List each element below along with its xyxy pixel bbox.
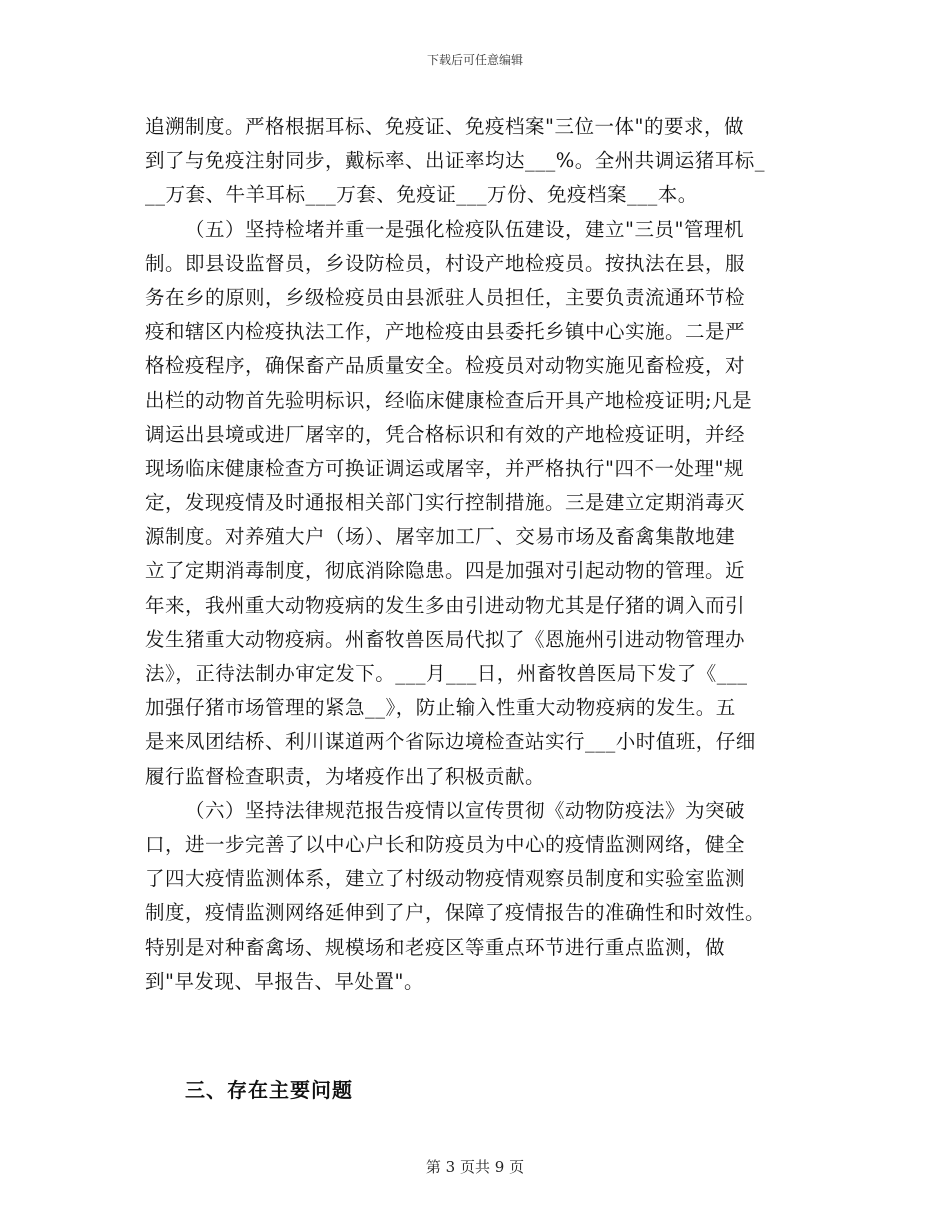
- paragraph-line: 发生猪重大动物疫病。州畜牧兽医局代拟了《恩施州引进动物管理办: [145, 627, 746, 651]
- paragraph-line: （六）坚持法律规范报告疫情以宣传贯彻《动物防疫法》为突破: [185, 798, 746, 822]
- paragraph-line: 源制度。对养殖大户（场）、屠宰加工厂、交易市场及畜禽集散地建: [145, 525, 736, 549]
- paragraph-line: 口，进一步完善了以中心户长和防疫员为中心的疫情监测网络，健全: [145, 832, 746, 856]
- paragraph-line: 追溯制度。严格根据耳标、免疫证、免疫档案"三位一体"的要求，做: [145, 115, 744, 138]
- paragraph-line: 到"早发现、早报告、早处置"。: [145, 969, 424, 993]
- page-header: 下载后可任意编辑: [426, 53, 523, 67]
- paragraph-line: 制。即县设监督员，乡设防检员，村设产地检疫员。按执法在县，服: [145, 251, 746, 275]
- paragraph-line: 到了与免疫注射同步，戴标率、出证率均达___%。全州共调运猪耳标_: [145, 149, 766, 173]
- paragraph-line: 疫和辖区内检疫执法工作，产地检疫由县委托乡镇中心实施。二是严: [145, 320, 746, 344]
- paragraph-line: 调运出县境或进厂屠宰的，凭合格标识和有效的产地检疫证明，并经: [145, 422, 746, 446]
- paragraph-line: 特别是对种畜禽场、规模场和老疫区等重点环节进行重点监测，做: [145, 935, 726, 959]
- paragraph-line: 现场临床健康检查方可换证调运或屠宰，并严格执行"四不一处理"规: [145, 456, 744, 480]
- paragraph-line: 制度，疫情监测网络延伸到了户，保障了疫情报告的准确性和时效性。: [145, 901, 766, 925]
- paragraph-line: __万套、牛羊耳标___万套、免疫证___万份、免疫档案___本。: [145, 183, 698, 207]
- paragraph-line: 法》，正待法制办审定发下。___月___日，州畜牧兽医局下发了《___: [145, 662, 748, 685]
- paragraph-line: 格检疫程序，确保畜产品质量安全。检疫员对动物实施见畜检疫，对: [145, 354, 746, 378]
- paragraph-line: 立了定期消毒制度，彻底消除隐患。四是加强对引起动物的管理。近: [145, 559, 746, 583]
- paragraph-line: 了四大疫情监测体系，建立了村级动物疫情观察员制度和实验室监测: [145, 867, 746, 891]
- paragraph-line: 定，发现疫情及时通报相关部门实行控制措施。三是建立定期消毒灭: [145, 491, 746, 515]
- section-heading: 三、存在主要问题: [185, 1078, 353, 1102]
- paragraph-line: （五）坚持检堵并重一是强化检疫队伍建设，建立"三员"管理机: [185, 217, 744, 241]
- document-body: [145, 110, 805, 999]
- paragraph-line: 加强仔猪市场管理的紧急__》，防止输入性重大动物疫病的发生。五: [145, 696, 736, 720]
- page-footer: 第 3 页共 9 页: [425, 1158, 525, 1176]
- paragraph-line: 履行监督检查职责，为堵疫作出了积极贡献。: [145, 764, 546, 788]
- paragraph-line: 是来凤团结桥、利川谋道两个省际边境检查站实行___小时值班，仔细: [145, 730, 756, 754]
- paragraph-line: 务在乡的原则，乡级检疫员由县派驻人员担任，主要负责流通环节检: [145, 285, 746, 309]
- paragraph-line: 年来，我州重大动物疫病的发生多由引进动物尤其是仔猪的调入而引: [145, 593, 746, 617]
- paragraph-line: 出栏的动物首先验明标识，经临床健康检查后开具产地检疫证明;凡是: [145, 388, 753, 412]
